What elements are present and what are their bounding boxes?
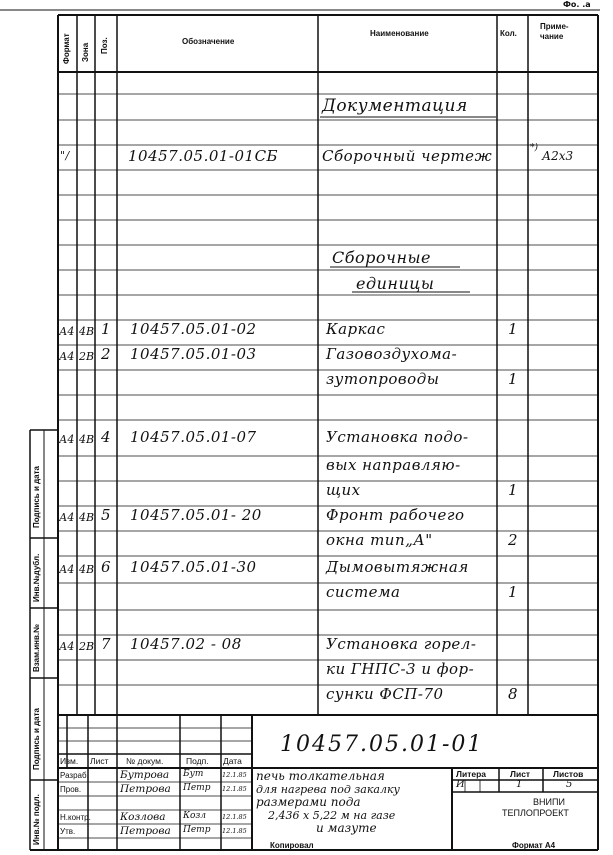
stamp-role: Н.контр. (60, 813, 91, 822)
stamp-sheet-header: Лист (510, 769, 531, 779)
stamp-org-1: ВНИПИ (533, 797, 565, 807)
spec-zone: 2В (79, 350, 95, 363)
spec-qty: 1 (508, 481, 519, 499)
spec-name-line: Газовоздухома- (326, 345, 458, 363)
stamp-person: Петрова (120, 783, 171, 795)
stamp-sheets-header: Листов (553, 769, 584, 779)
header-pos: Поз. (100, 37, 109, 54)
side-sign-date-top: Подпись и дата (32, 466, 41, 528)
header-format: Формат (62, 33, 71, 64)
stamp-col-list: Лист (90, 756, 109, 766)
side-inv-podl: Инв.№ подл. (32, 794, 41, 845)
spec-name-line: ки ГНПС-3 и фор- (326, 660, 475, 678)
stamp-signature: Петр (183, 783, 211, 793)
stamp-title-line: и мазуте (316, 821, 377, 835)
spec-format: А4 (59, 350, 75, 363)
stamp-role: Разраб. (60, 771, 89, 780)
section-assembly-1: Сборочные (332, 248, 432, 267)
spec-format: А4 (59, 640, 75, 653)
stamp-role: Утв. (60, 827, 76, 836)
stamp-title-line: для нагрева под закалку (256, 783, 400, 796)
spec-qty: 1 (508, 583, 519, 601)
side-sign-date-bottom: Подпись и дата (32, 708, 41, 770)
spec-zone: 4В (79, 433, 95, 446)
spec-zone: 4В (79, 511, 95, 524)
section-documentation: Документация (322, 96, 468, 116)
section-assembly-2: единицы (356, 274, 435, 293)
spec-name-line: вых направляю- (326, 456, 461, 474)
stamp-title (256, 770, 452, 834)
spec-format: А4 (59, 433, 75, 446)
spec-zone: 2В (79, 640, 95, 653)
stamp-date: 12.1.85 (222, 771, 247, 779)
stamp-person: Бутрова (120, 769, 170, 781)
stamp-signature: Петр (183, 825, 211, 835)
spec-qty: 1 (508, 370, 519, 388)
spec-pos: 7 (101, 635, 112, 653)
stamp-title-line: 2,436 х 5,22 м на газе (268, 809, 396, 822)
spec-name-line: система (326, 583, 401, 601)
stamp-person: Петрова (120, 825, 171, 837)
stamp-signature: Бут (183, 769, 204, 779)
stamp-col-sign: Подп. (186, 756, 209, 766)
stamp-col-izm: Изм. (60, 756, 79, 766)
spec-zone: 4В (79, 325, 95, 338)
header-zone: Зона (81, 42, 90, 62)
spec-name-line: Фронт рабочего (326, 506, 465, 524)
stamp-sheet: 1 (516, 779, 523, 790)
spec-name-line: Установка подо- (326, 428, 469, 446)
header-qty: Кол. (500, 29, 517, 38)
stamp-litera: И (456, 779, 465, 790)
stamp-org-2: ТЕПЛОПРОЕКТ (502, 808, 569, 818)
stamp-sheets: 5 (566, 779, 573, 790)
spec-zone: 4В (79, 563, 95, 576)
spec-pos: 1 (101, 320, 112, 338)
spec-qty: 1 (508, 320, 519, 338)
doc-note: А2х3 (542, 149, 574, 163)
stamp-signature: Козл (183, 811, 207, 821)
footer-copied: Копировал (270, 841, 314, 850)
spec-name-line: Установка горел- (326, 635, 477, 653)
doc-name: Сборочный чертеж (322, 147, 493, 165)
spec-name-line: зутопроводы (326, 370, 440, 388)
spec-name-line: щих (326, 481, 361, 499)
header-name: Наименование (370, 29, 429, 38)
stamp-date: 12.1.85 (222, 785, 247, 793)
spec-format: А4 (59, 325, 75, 338)
stamp-litera-header: Литера (456, 769, 486, 779)
spec-designation: 10457.05.01-07 (130, 428, 257, 446)
header-designation: Обозначение (182, 37, 235, 46)
stamp-col-date: Дата (223, 756, 242, 766)
doc-note-mark: *) (530, 143, 539, 153)
spec-qty: 8 (508, 685, 519, 703)
spec-name-line: Дымовытяжная (326, 558, 469, 576)
stamp-date: 12.1.85 (222, 813, 247, 821)
doc-designation: 10457.05.01-01СБ (128, 147, 279, 165)
spec-designation: 10457.05.01-30 (130, 558, 257, 576)
doc-mark: "/ (60, 149, 70, 162)
stamp-person: Козлова (120, 811, 166, 823)
spec-name-line: Каркас (326, 320, 386, 338)
stamp-date: 12.1.85 (222, 827, 247, 835)
stamp-title-line: печь толкательная (256, 769, 385, 783)
side-vzam-inv: Взам.инв.№ (32, 623, 41, 672)
spec-designation: 10457.05.01-02 (130, 320, 257, 338)
header-note: Приме- чание (540, 22, 569, 41)
spec-pos: 6 (101, 558, 112, 576)
spec-pos: 2 (101, 345, 112, 363)
spec-format: А4 (59, 511, 75, 524)
spec-designation: 10457.02 - 08 (130, 635, 242, 653)
spec-pos: 4 (101, 428, 112, 446)
corner-label: Фо. .а (563, 0, 591, 9)
spec-format: А4 (59, 563, 75, 576)
stamp-designation: 10457.05.01-01 (280, 732, 484, 757)
stamp-col-doc: № докум. (126, 756, 164, 766)
stamp-role: Пров. (60, 785, 82, 794)
stamp-title-line: размерами пода (256, 795, 361, 809)
spec-pos: 5 (101, 506, 112, 524)
spec-designation: 10457.05.01-03 (130, 345, 257, 363)
footer-format: Формат А4 (512, 841, 556, 850)
side-inv-dubl: Инв.№дубл. (32, 553, 41, 602)
spec-qty: 2 (508, 531, 519, 549)
spec-name-line: сунки ФСП-70 (326, 685, 444, 703)
spec-designation: 10457.05.01- 20 (130, 506, 262, 524)
spec-name-line: окна тип„А" (326, 531, 433, 549)
